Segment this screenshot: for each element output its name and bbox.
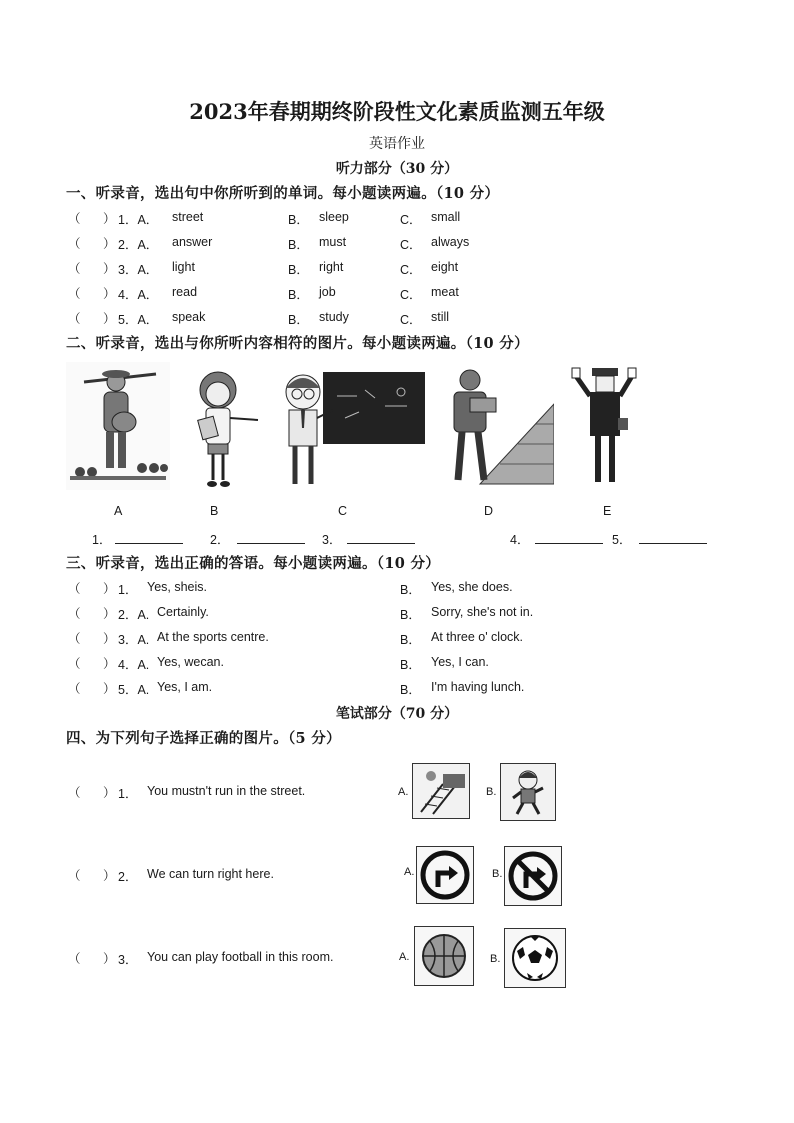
answer-paren-open: （ xyxy=(68,262,81,276)
answer-paren-close: ） xyxy=(103,607,116,621)
answer-blank-3[interactable] xyxy=(322,530,415,548)
football-picture xyxy=(504,928,566,988)
picture-label-c: C xyxy=(338,504,348,518)
option-a-label: A. xyxy=(404,866,415,878)
question-number: 3． xyxy=(118,953,138,967)
section3-heading: 三、听录音，选出正确的答语。每小题读两遍。（10 分） xyxy=(66,555,441,572)
question-number: 1． xyxy=(118,787,138,801)
answer-paren-open: （ xyxy=(68,786,81,800)
option-b: job xyxy=(319,285,336,299)
builder-picture xyxy=(440,364,554,490)
question-number: 2． xyxy=(118,870,138,884)
option-a: Yes, wecan. xyxy=(157,655,224,669)
answer-paren-close: ） xyxy=(103,287,116,301)
no-right-turn-sign-picture xyxy=(504,846,562,906)
option-b: study xyxy=(319,310,349,324)
question-number: 2．A. xyxy=(118,608,150,622)
option-b-label: B． xyxy=(288,213,309,227)
question-number: 5．A. xyxy=(118,683,150,697)
picture-label-e: E xyxy=(603,504,612,518)
option-b: Sorry, she's not in. xyxy=(431,605,534,619)
question-number: 2．A． xyxy=(118,238,159,252)
option-a-label: A. xyxy=(398,786,409,798)
answer-paren-close: ） xyxy=(103,582,116,596)
answer-paren-open: （ xyxy=(68,657,81,671)
blank-number: 5． xyxy=(612,533,632,547)
answer-paren-close: ） xyxy=(103,212,116,226)
student-girl-picture xyxy=(188,362,262,490)
answer-paren-close: ） xyxy=(103,237,116,251)
answer-paren-open: （ xyxy=(68,237,81,251)
picture-label-d: D xyxy=(484,504,494,518)
question-number: 5．A． xyxy=(118,313,159,327)
answer-paren-close: ） xyxy=(103,869,116,883)
subject-title: 英语作业 xyxy=(369,136,425,152)
blank-number: 1． xyxy=(92,533,112,547)
option-c: always xyxy=(431,235,470,249)
option-a: Yes, I am. xyxy=(157,680,213,694)
answer-blank-4[interactable] xyxy=(510,530,603,548)
page-title: 2023年春期期终阶段性文化素质监测五年级 xyxy=(189,99,605,124)
answer-paren-close: ） xyxy=(103,312,116,326)
option-b: must xyxy=(319,235,347,249)
answer-paren-close: ） xyxy=(103,952,116,966)
option-a: light xyxy=(172,260,195,274)
option-b-label: B． xyxy=(288,313,309,327)
question-number: 1． xyxy=(118,583,138,597)
picture-label-a: A xyxy=(114,504,123,518)
option-b: Yes, she does. xyxy=(431,580,513,594)
question-text: You mustn't run in the street. xyxy=(147,784,306,798)
option-a: Certainly. xyxy=(157,605,209,619)
section2-heading: 二、听录音，选出与你所听内容相符的图片。每小题读两遍。（10 分） xyxy=(66,335,529,352)
answer-blank-5[interactable] xyxy=(612,530,707,548)
answer-paren-open: （ xyxy=(68,632,81,646)
question-number: 4．A. xyxy=(118,658,150,672)
option-b-label: B． xyxy=(400,608,421,622)
answer-paren-open: （ xyxy=(68,682,81,696)
answer-paren-open: （ xyxy=(68,582,81,596)
option-b-label: B． xyxy=(400,658,421,672)
basketball-picture xyxy=(414,926,474,986)
picture-label-b: B xyxy=(210,504,219,518)
option-c-label: C． xyxy=(400,263,422,277)
option-b-label: B． xyxy=(288,238,309,252)
question-text: We can turn right here. xyxy=(147,867,274,881)
option-a: At the sports centre. xyxy=(157,630,269,644)
option-c-label: C． xyxy=(400,288,422,302)
option-a: answer xyxy=(172,235,213,249)
railway-crossing-picture xyxy=(412,763,470,819)
question-number: 4．A． xyxy=(118,288,159,302)
answer-paren-open: （ xyxy=(68,869,81,883)
answer-paren-open: （ xyxy=(68,607,81,621)
blank-number: 2． xyxy=(210,533,230,547)
option-c: still xyxy=(431,310,450,324)
option-b-label: B． xyxy=(400,683,421,697)
option-a-label: A. xyxy=(399,951,410,963)
question-number: 3．A． xyxy=(118,263,159,277)
option-a: read xyxy=(172,285,198,299)
answer-paren-open: （ xyxy=(68,212,81,226)
option-b: At three o' clock. xyxy=(431,630,524,644)
turn-right-sign-picture xyxy=(416,846,474,904)
option-c: eight xyxy=(431,260,459,274)
option-b-label: B． xyxy=(400,633,421,647)
option-b: I'm having lunch. xyxy=(431,680,525,694)
writing-heading: 笔试部分（70 分） xyxy=(335,706,459,722)
option-c-label: C． xyxy=(400,313,422,327)
option-c-label: C． xyxy=(400,213,422,227)
answer-paren-close: ） xyxy=(103,657,116,671)
teacher-picture xyxy=(275,366,427,490)
option-c: meat xyxy=(431,285,459,299)
section1-heading: 一、听录音，选出句中你所听到的单词。每小题读两遍。（10 分） xyxy=(66,185,500,202)
option-a: speak xyxy=(172,310,206,324)
answer-paren-close: ） xyxy=(103,682,116,696)
farmer-picture xyxy=(66,362,170,490)
option-b: Yes, I can. xyxy=(431,655,489,669)
option-a: Yes, sheis. xyxy=(147,580,207,594)
answer-paren-open: （ xyxy=(68,312,81,326)
option-c: small xyxy=(431,210,461,224)
option-b-label: B． xyxy=(288,288,309,302)
option-b: sleep xyxy=(319,210,349,224)
option-a: street xyxy=(172,210,204,224)
section4-heading: 四、为下列句子选择正确的图片。（5 分） xyxy=(66,730,341,747)
answer-paren-open: （ xyxy=(68,952,81,966)
listening-heading: 听力部分（30 分） xyxy=(335,161,459,177)
option-b-label: B. xyxy=(490,953,501,965)
option-b: right xyxy=(319,260,344,274)
option-b-label: B． xyxy=(288,263,309,277)
running-boy-picture xyxy=(500,763,556,821)
answer-paren-open: （ xyxy=(68,287,81,301)
answer-blank-2[interactable] xyxy=(210,530,305,548)
question-number: 3．A. xyxy=(118,633,150,647)
police-officer-picture xyxy=(570,362,642,490)
option-c-label: C． xyxy=(400,238,422,252)
blank-number: 3． xyxy=(322,533,342,547)
answer-blank-1[interactable] xyxy=(92,530,183,548)
option-b-label: B. xyxy=(492,868,503,880)
blank-number: 4． xyxy=(510,533,530,547)
answer-paren-close: ） xyxy=(103,632,116,646)
answer-paren-close: ） xyxy=(103,262,116,276)
option-b-label: B． xyxy=(400,583,421,597)
option-b-label: B. xyxy=(486,786,497,798)
question-number: 1．A． xyxy=(118,213,159,227)
answer-paren-close: ） xyxy=(103,786,116,800)
question-text: You can play football in this room. xyxy=(147,950,334,964)
